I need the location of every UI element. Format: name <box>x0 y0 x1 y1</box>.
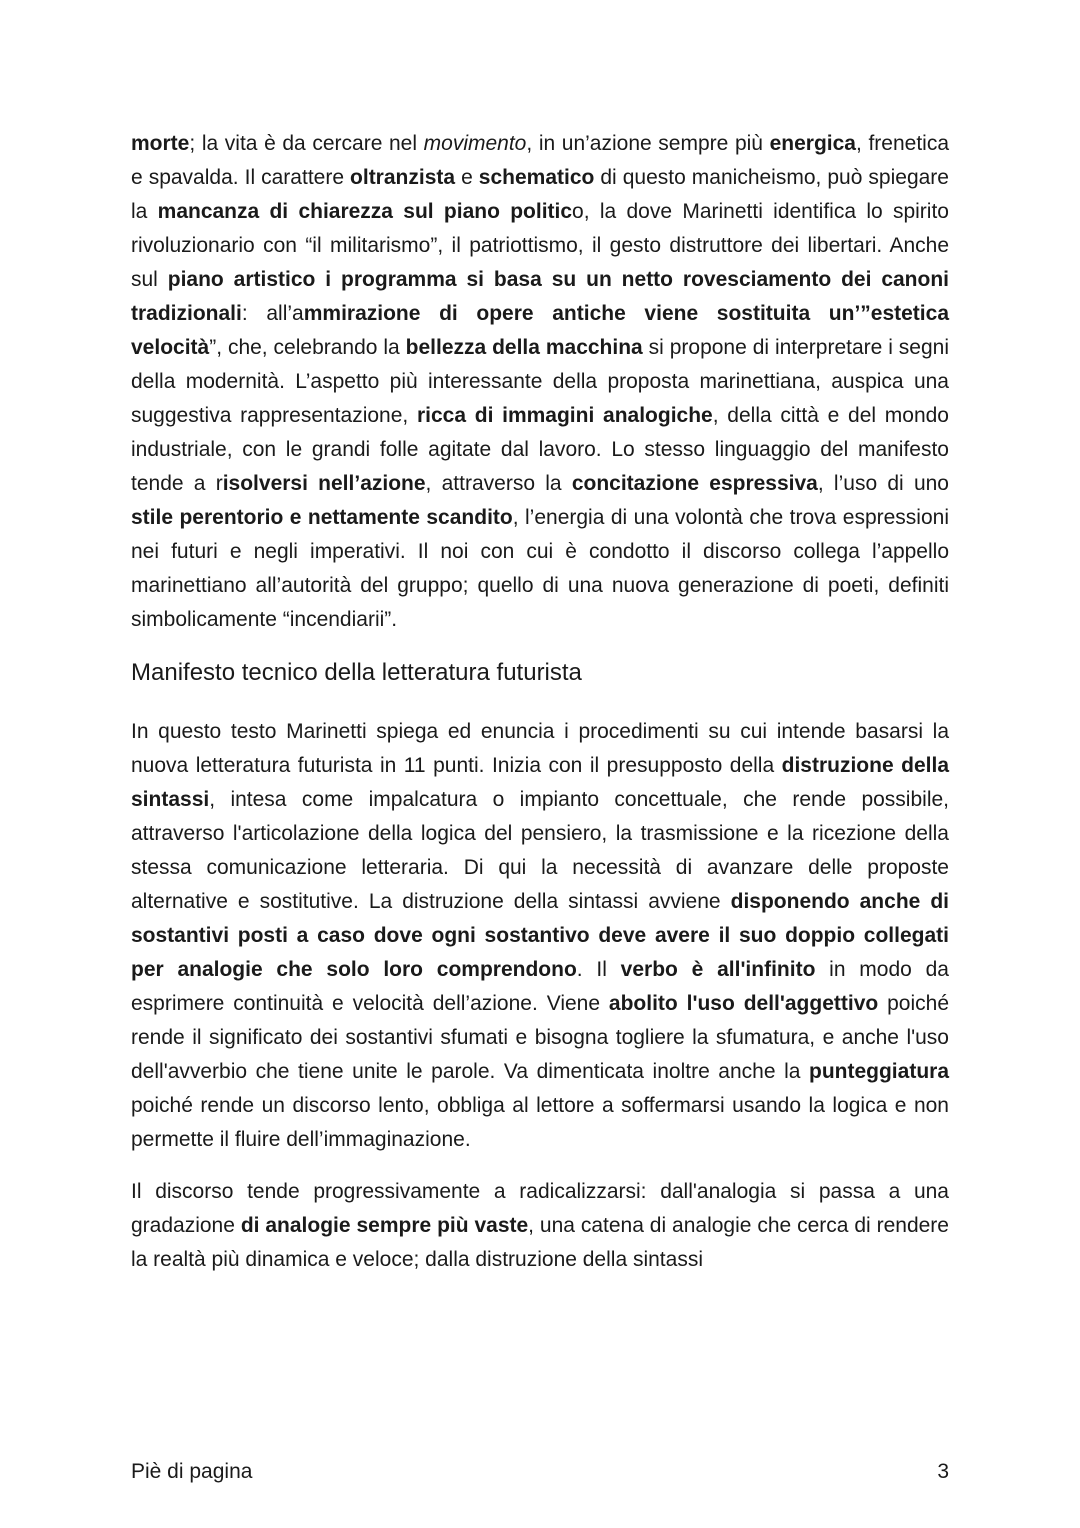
text-run: di questo manicheismo, può spiegare la <box>131 166 949 223</box>
bold-run: bellezza della macchina <box>405 336 643 359</box>
bold-run: abolito l'uso dell'aggettivo <box>608 992 879 1015</box>
text-run: ; la vita è da cercare nel <box>189 132 424 155</box>
bold-run: di analogie sempre più vaste <box>240 1214 529 1237</box>
bold-run: stile perentorio e nettamente scandito <box>131 506 513 529</box>
footer-label: Piè di pagina <box>131 1460 253 1483</box>
bold-run: morte <box>131 132 190 155</box>
text-run: . Il <box>576 958 621 981</box>
text-run: o, la dove Marinetti identifica lo spirito rivoluzionario con “il militarismo”, il patriottismo, il gesto distruttore dei libertari. Anche sul <box>131 200 949 291</box>
paragraph-analogies <box>131 1175 949 1277</box>
page-number: 3 <box>937 1460 949 1483</box>
paragraph-technical-manifesto <box>131 715 949 1157</box>
text-run: , della città e del mondo industriale, con le grandi folle agitate dal lavoro. Lo stesso linguaggio del manifesto tende a r <box>131 404 949 495</box>
text-run: poiché rende il significato dei sostantivi sfumati e bisogna togliere la sfumatura, e anche l'uso dell'avverbio che tiene unite le parole. Va dimenticata inoltre anche la <box>131 992 949 1083</box>
text-run: in modo da esprimere continuità e velocità dell’azione. Viene <box>131 958 949 1015</box>
bold-run: isolversi nell’azione <box>222 472 426 495</box>
bold-run: schematico <box>478 166 595 189</box>
bold-run: distruzione della sintassi <box>131 754 949 811</box>
text-run: , intesa come impalcatura o impianto concettuale, che rende possibile, attraverso l'articolazione della logica del pensiero, la trasmissione e la ricezione della stessa comunicazione letteraria. Di qui la necessità di avanzare delle proposte alternative e sostitutive. La distruzione della sintassi avviene <box>131 788 949 913</box>
text-run: e <box>455 166 479 189</box>
bold-run: oltranzista <box>350 166 456 189</box>
text-run: si propone di interpretare i segni della modernità. L’aspetto più interessante della proposta marinettiana, auspica una suggestiva rappresentazione, <box>131 336 950 427</box>
text-run: , l’uso di uno <box>817 472 949 495</box>
text-run: , l’energia di una volontà che trova espressioni nei futuri e negli imperativi. Il noi con cui è condotto il discorso collega l’appello marinettiano all’autorità del gruppo; quello di una nuova generazione di poeti, definiti simbolicamente “incendiarii”. <box>131 506 949 631</box>
bold-run: punteggiatura <box>809 1060 949 1083</box>
text-run: , in un’azione sempre più <box>526 132 770 155</box>
text-run: In questo testo Marinetti spiega ed enuncia i procedimenti su cui intende basarsi la nuova letteratura futurista in 11 punti. Inizia con il presupposto della <box>131 720 949 777</box>
bold-run: mancanza di chiarezza sul piano politic <box>157 200 573 223</box>
bold-run: mmirazione di opere antiche viene sostituita un’”estetica velocità <box>131 302 949 359</box>
text-run: : all’a <box>241 302 304 325</box>
bold-run: ricca di immagini analogiche <box>416 404 713 427</box>
text-run: ”, che, celebrando la <box>209 336 406 359</box>
section-heading: Manifesto tecnico della letteratura futurista <box>131 659 582 686</box>
text-run: , frenetica e spavalda. Il carattere <box>131 132 949 189</box>
text-run: , una catena di analogie che cerca di rendere la realtà più dinamica e veloce; dalla distruzione della sintassi <box>131 1214 949 1271</box>
bold-run: concitazione espressiva <box>571 472 818 495</box>
page-footer <box>131 1458 949 1486</box>
text-run: Il discorso tende progressivamente a radicalizzarsi: dall'analogia si passa a una gradazione <box>131 1180 949 1237</box>
paragraph-futurist-manifesto <box>131 127 949 637</box>
bold-run: energica <box>769 132 856 155</box>
bold-run: verbo è all'infinito <box>620 958 816 981</box>
bold-run: piano artistico i programma si basa su un netto rovesciamento dei canoni tradizionali <box>131 268 949 325</box>
text-run: , attraverso la <box>425 472 572 495</box>
text-run: poiché rende un discorso lento, obbliga al lettore a soffermarsi usando la logica e non permette il fluire dell’immaginazione. <box>131 1094 949 1151</box>
bold-run: disponendo anche di sostantivi posti a caso dove ogni sostantivo deve avere il suo doppio collegati per analogie che solo loro comprendono <box>131 890 950 981</box>
document-body <box>131 127 949 1277</box>
italic-run: movimento <box>423 132 527 155</box>
